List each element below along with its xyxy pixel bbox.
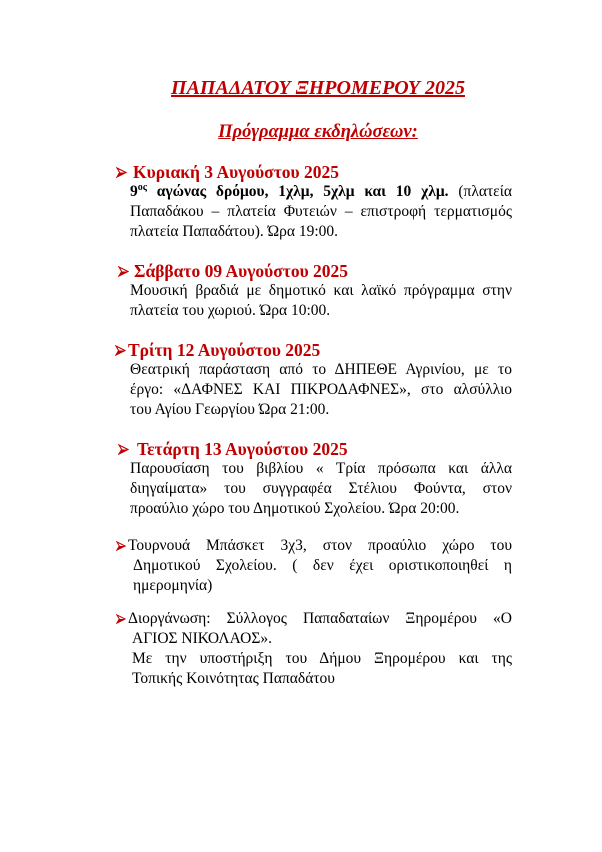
note-line: Διοργάνωση: Σύλλογος Παπαδαταίων Ξηρομέρου «Ο xyxy=(128,610,512,627)
event-detail-line: διηγαίματα» του συγγραφέα Στέλιου Φούντα, στον xyxy=(130,480,512,497)
race-edition-ordinal: ος xyxy=(137,182,147,193)
document-title: ΠΑΠΑΔΑΤΟΥ ΞΗΡΟΜΕΡΟΥ 2025 xyxy=(171,77,465,99)
arrowhead-bullet-icon xyxy=(116,167,127,178)
event-date: Τετάρτη 13 Αυγούστου 2025 xyxy=(137,439,348,459)
event-sunday-3-august xyxy=(0,162,602,242)
note-basketball-tournament xyxy=(0,536,602,596)
event-date: Τρίτη 12 Αυγούστου 2025 xyxy=(128,340,321,360)
event-wednesday-13-august xyxy=(0,439,602,519)
event-heading xyxy=(0,340,602,360)
event-heading xyxy=(0,261,602,281)
event-detail-line: προαύλιο χώρο του Δημοτικού Σχολείου. Ώρα 20:00. xyxy=(130,500,460,517)
event-date: Σάββατο 09 Αυγούστου 2025 xyxy=(134,261,349,281)
event-detail-line: Παπαδάκου – πλατεία Φυτειών – επιστροφή τερματισμός xyxy=(130,203,512,220)
note-line: Με την υποστήριξη του Δήμου Ξηρομέρου και της xyxy=(132,650,512,667)
arrowhead-bullet-icon xyxy=(116,614,126,624)
arrowhead-bullet-icon xyxy=(115,345,126,356)
note-line: ΑΓΙΟΣ ΝΙΚΟΛΑΟΣ». xyxy=(132,630,272,647)
race-edition-number: 9 xyxy=(130,183,138,200)
race-route-start: (πλατεία xyxy=(448,183,512,200)
arrowhead-bullet-icon xyxy=(118,266,129,277)
event-detail-line: Παρουσίαση του βιβλίου « Τρία πρόσωπα και άλλα xyxy=(130,460,512,477)
event-detail-line: Μουσική βραδιά με δημοτικό και λαϊκό πρόγραμμα στην xyxy=(130,282,512,299)
race-distances: αγώνας δρόμου, 1χλμ, 5χλμ και 10 χλμ. xyxy=(146,183,449,200)
event-date: Κυριακή 3 Αυγούστου 2025 xyxy=(133,162,339,182)
event-detail-line: του Αγίου Γεωργίου Ώρα 21:00. xyxy=(130,401,330,418)
event-saturday-9-august xyxy=(0,261,602,321)
event-detail-line xyxy=(130,182,512,202)
note-organizer xyxy=(0,609,602,689)
note-line: Δημοτικού Σχολείου. ( δεν έχει οριστικοποιηθεί η xyxy=(133,557,512,574)
event-tuesday-12-august xyxy=(0,340,602,420)
event-detail-line: Θεατρική παράσταση από το ΔΗΠΕΘΕ Αγρινίου, με το xyxy=(130,361,512,378)
event-heading xyxy=(0,162,602,182)
event-detail-line: πλατεία του χωριού. Ώρα 10:00. xyxy=(130,302,331,319)
event-detail-line: πλατεία Παπαδάτου). Ώρα 19:00. xyxy=(130,223,339,240)
arrowhead-bullet-icon xyxy=(116,541,126,551)
program-subtitle: Πρόγραμμα εκδηλώσεων: xyxy=(218,122,418,142)
event-heading xyxy=(0,439,602,459)
note-line: Τουρνουά Μπάσκετ 3χ3, στον προαύλιο χώρο του xyxy=(128,537,512,554)
note-line: ημερομηνία) xyxy=(133,577,213,594)
event-detail-line: έργο: «ΔΑΦΝΕΣ ΚΑΙ ΠΙΚΡΟΔΑΦΝΕΣ», στο αλσύλλιο xyxy=(130,381,512,398)
arrowhead-bullet-icon xyxy=(118,444,129,455)
note-line: Τοπικής Κοινότητας Παπαδάτου xyxy=(132,670,335,687)
